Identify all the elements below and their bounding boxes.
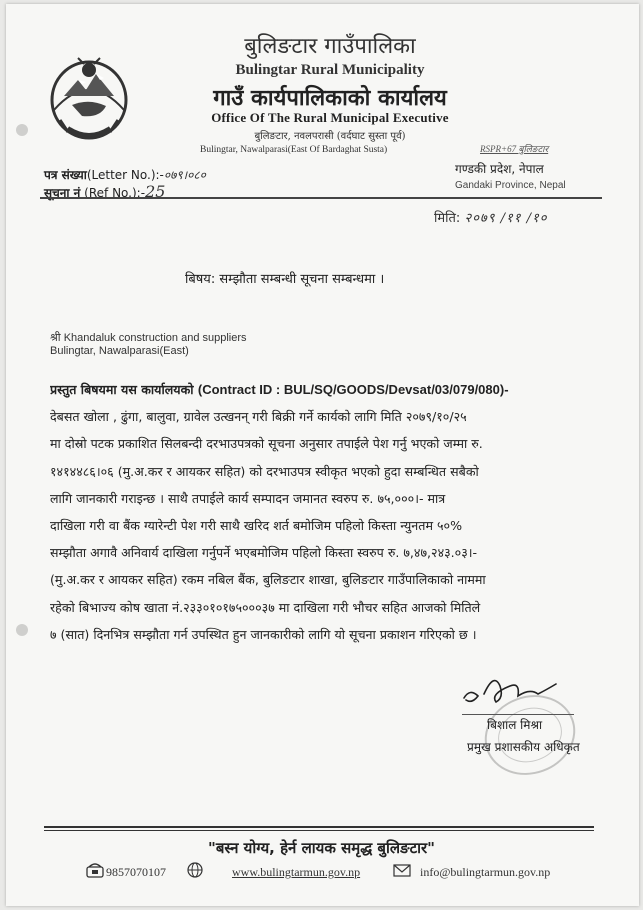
signature	[460, 668, 570, 718]
body-line: रहेको बिभाज्य कोष खाता नं.२३३०१०१७५०००३७ मा दाखिला गरी भौचर सहित आजको मितिले	[50, 599, 481, 615]
signatory-name: बिशाल मिश्रा	[487, 718, 543, 732]
body-line: लागि जानकारी गराइन्छ । साथै तपाईले कार्य सम्पादन जमानत स्वरुप रु. ७५,०००।- मात्र	[50, 490, 446, 506]
body-line: (मु.अ.कर र आयकर सहित) रकम नबिल बैंक, बुलिङटार शाखा, बुलिङटार गाउँपालिकाको नाममा	[50, 572, 486, 588]
punch-hole	[16, 124, 28, 136]
body-text: प्रस्तुत बिषयमा यस कार्यालयको	[50, 382, 198, 397]
footer-divider	[44, 830, 594, 831]
date-label: मिति:	[434, 211, 461, 226]
municipality-name-nepali: बुलिङटार गाउँपालिका	[244, 34, 416, 59]
letter-no-value: ०७९।०८०	[163, 168, 206, 182]
location-english: Bulingtar, Nawalparasi(East Of Bardaghat Susta)	[200, 145, 388, 155]
date	[434, 208, 548, 226]
ref-no-label-nepali: सूचना नं	[44, 186, 81, 200]
date-value: २०७९ /११ /१०	[464, 211, 548, 226]
rspr-mark: RSPR+67 बुलिङटार	[480, 144, 549, 154]
letter-number	[44, 166, 206, 183]
ref-no-label-english: (Ref No.):-	[84, 186, 146, 200]
office-name-english: Office Of The Rural Municipal Executive	[211, 110, 449, 125]
contract-id: (Contract ID : BUL/SQ/GOODS/Devsat/03/079/080)-	[197, 382, 509, 397]
body-line: देबसत खोला , ढुंगा, बालुवा, ग्रावेल उत्खनन् गरी बिक्री गर्ने कार्यको लागि मिति २०७९/१०/२५	[50, 409, 467, 425]
header-divider	[40, 197, 602, 199]
signature-line	[462, 714, 574, 715]
phone-icon	[86, 862, 104, 878]
recipient-name: श्री Khandaluk construction and suppliers	[50, 332, 247, 344]
office-name-nepali: गाउँ कार्यपालिकाको कार्यालय	[213, 85, 447, 111]
footer-website[interactable]: www.bulingtarmun.gov.np	[232, 865, 361, 879]
nepal-emblem-icon	[48, 50, 130, 142]
municipality-name-english: Bulingtar Rural Municipality	[235, 62, 425, 78]
location-nepali: बुलिङटार, नवलपरासी (वर्दघाट सुस्ता पूर्व)	[254, 131, 406, 142]
ref-no-value: 25	[145, 182, 166, 201]
body-line: मा दोस्रो पटक प्रकाशित सिलबन्दी दरभाउपत्रको सूचना अनुसार तपाईले पेश गर्नु भएको जम्मा रु.	[50, 436, 483, 452]
province-english: Gandaki Province, Nepal	[455, 180, 566, 191]
letter-no-label-nepali: पत्र संख्या	[44, 168, 87, 182]
recipient-address: Bulingtar, Nawalparasi(East)	[50, 345, 189, 357]
letter-no-label-english: (Letter No.):-	[86, 168, 164, 182]
body-line: १४१४४८६।०६ (मु.अ.कर र आयकर सहित) को दरभाउपत्र स्वीकृत भएको हुदा सम्बन्धित सबैको	[50, 463, 479, 479]
body-line: ७ (सात) दिनभित्र सम्झौता गर्न उपस्थित हुन जानकारीको लागि यो सूचना प्रकाशन गरिएको छ ।	[50, 626, 477, 642]
body-line	[50, 376, 600, 403]
signatory-title: प्रमुख प्रशासकीय अधिकृत	[467, 740, 580, 754]
globe-icon	[186, 862, 204, 878]
body-line: सम्झौता अगावै अनिवार्य दाखिला गर्नुपर्ने भएबमोजिम पहिलो किस्ता स्वरुप रु. ७,४७,२४३.०३।-	[50, 545, 478, 561]
footer-divider	[44, 826, 594, 828]
subject-line: बिषय: सम्झौता सम्बन्धी सूचना सम्बन्धमा ।	[185, 272, 385, 287]
footer-email[interactable]: info@bulingtarmun.gov.np	[420, 865, 551, 879]
footer-phone: 9857070107	[106, 865, 166, 879]
notice-body	[50, 376, 600, 648]
province-nepali: गण्डकी प्रदेश, नेपाल	[455, 162, 544, 176]
email-icon	[393, 862, 411, 878]
punch-hole	[16, 624, 28, 636]
body-line: दाखिला गरी वा बैंक ग्यारेन्टी पेश गरी साथै खरिद शर्त बमोजिम पहिलो किस्ता न्युनतम ५०%	[50, 518, 463, 534]
footer-slogan: "बस्न योग्य, हेर्न लायक समृद्ध बुलिङटार"	[208, 839, 435, 857]
